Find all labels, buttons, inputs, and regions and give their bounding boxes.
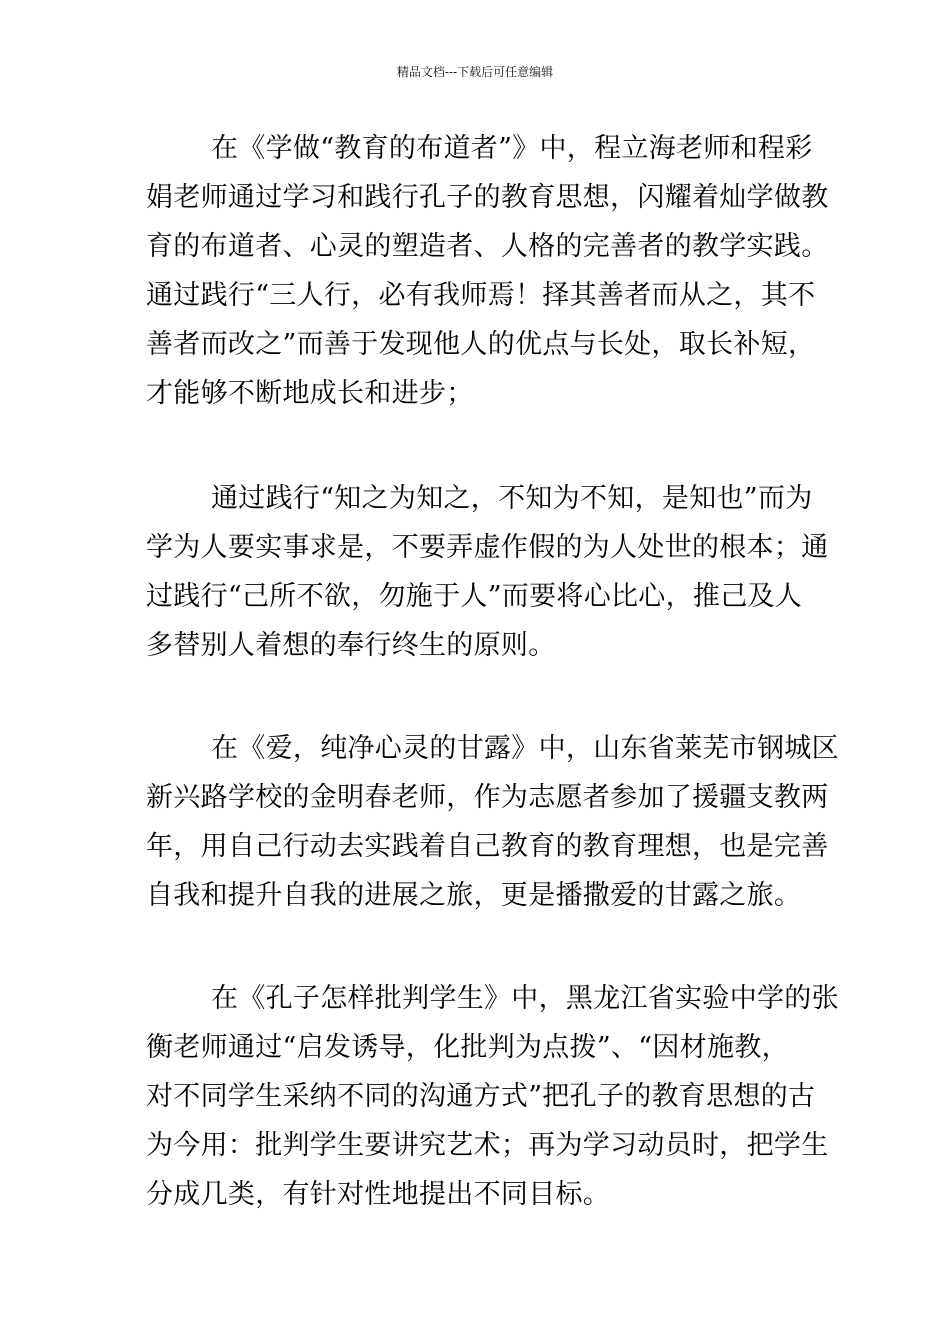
paragraph-1-line-5: 善者而改之”而善于发现他人的优点与长处，取长补短， [146,329,816,360]
paragraph-4-line-1: 在《孔子怎样批判学生》中，黑龙江省实验中学的张 [211,983,839,1014]
paragraph-1-line-4: 通过践行“三人行，必有我师焉！择其善者而从之，其不 [146,280,816,311]
paragraph-3-line-1: 在《爱，纯净心灵的甘露》中，山东省莱芜市钢城区 [211,733,839,764]
paragraph-4-line-5: 分成几类，有针对性地提出不同目标。 [146,1179,611,1210]
paragraph-3-line-3: 年，用自己行动去实践着自己教育的教育理想，也是完善 [146,831,829,862]
paragraph-1-line-2: 娟老师通过学习和践行孔子的教育思想，闪耀着灿学做教 [146,182,829,213]
paragraph-2-line-4: 多替别人着想的奉行终生的原则。 [146,630,556,661]
paragraph-3-line-2: 新兴路学校的金明春老师，作为志愿者参加了援疆支教两 [146,782,829,813]
paragraph-1-line-3: 育的布道者、心灵的塑造者、人格的完善者的教学实践。 [146,231,829,262]
paragraph-1-line-1: 在《学做“教育的布道者”》中，程立海老师和程彩 [211,133,813,164]
paragraph-3-line-4: 自我和提升自我的进展之旅，更是播撒爱的甘露之旅。 [146,880,802,911]
paragraph-4-line-4: 为今用：批判学生要讲究艺术；再为学习动员时，把学生 [146,1130,829,1161]
paragraph-4-line-2: 衡老师通过“启发诱导，化批判为点拨”、“因材施教， [146,1032,789,1063]
page-header: 精品文档---下载后可任意编辑 [396,65,554,79]
paragraph-2-line-3: 过践行“己所不欲，勿施于人”而要将心比心，推己及人 [146,581,803,612]
paragraph-2-line-1: 通过践行“知之为知之，不知为不知，是知也”而为 [211,483,813,514]
paragraph-1-line-6: 才能够不断地成长和进步； [146,378,474,409]
paragraph-4-line-3: 对不同学生采纳不同的沟通方式”把孔子的教育思想的古 [146,1081,816,1112]
paragraph-2-line-2: 学为人要实事求是，不要弄虚作假的为人处世的根本；通 [146,532,829,563]
